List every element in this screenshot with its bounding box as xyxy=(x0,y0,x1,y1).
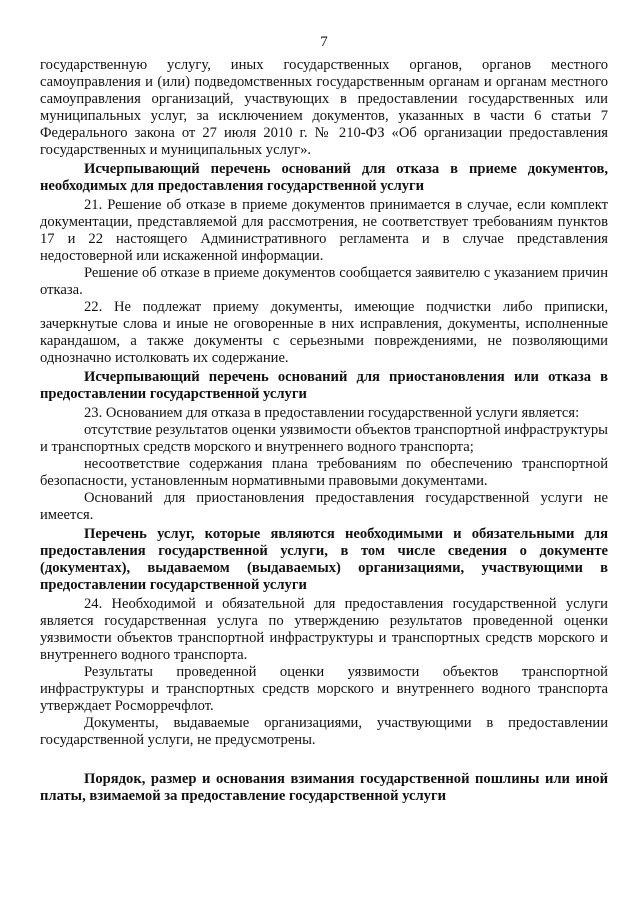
page-number: 7 xyxy=(320,34,328,50)
heading-refusal-grounds: Исчерпывающий перечень оснований для отказа в приеме документов, необходимых для предоставления государственной услуги xyxy=(40,161,608,194)
paragraph-22: 22. Не подлежат приему документы, имеющие подчистки либо приписки, зачеркнутые слова и иные не оговоренные в них исправления, документы, исполненные карандашом, а также документы с серьезными повреждениями, не позволяющими однозначно истолковать их содержание. xyxy=(40,299,608,366)
paragraph-refusal-notice: Решение об отказе в приеме документов сообщается заявителю с указанием причин отказа. xyxy=(40,265,608,298)
section-gap xyxy=(40,749,608,769)
paragraph-21: 21. Решение об отказе в приеме документов принимается в случае, если комплект документации, представляемой для рассмотрения, не соответствует требованиям пунктов 17 и 22 настоящего Административного регламента и в случае представления недостоверной или искаженной информации. xyxy=(40,197,608,264)
paragraph-plan-mismatch: несоответствие содержания плана требованиям по обеспечению транспортной безопасности, установленным нормативными правовыми документами. xyxy=(40,456,608,489)
paragraph-results-approval: Результаты проведенной оценки уязвимости объектов транспортной инфраструктуры и транспортных средств морского и внутреннего водного транспорта утверждает Росморречфлот. xyxy=(40,664,608,714)
paragraph-documents-not-provided: Документы, выдаваемые организациями, участвующими в предоставлении государственной услуги, не предусмотрены. xyxy=(40,715,608,748)
heading-required-services: Перечень услуг, которые являются необходимыми и обязательными для предоставления государственной услуги, в том числе сведения о документе (документах), выдаваемом (выдаваемых) организациями, участвующими в предоставлении государственной услуги xyxy=(40,526,608,593)
heading-suspension-grounds: Исчерпывающий перечень оснований для приостановления или отказа в предоставлении государственной услуги xyxy=(40,369,608,402)
paragraph-continuation: государственную услугу, иных государственных органов, органов местного самоуправления и (или) подведомственных государственным органам и органам местного самоуправления организаций, участвующих в предоставлении государственных или муниципальных услуг, за исключением документов, указанных в части 6 статьи 7 Федерального закона от 27 июля 2010 г. № 210-ФЗ «Об организации предоставления государственных и муниципальных услуг». xyxy=(40,57,608,158)
paragraph-23: 23. Основанием для отказа в предоставлении государственной услуги является: xyxy=(84,405,580,421)
heading-fee-procedure: Порядок, размер и основания взимания государственной пошлины или иной платы, взимаемой за предоставление государственной услуги xyxy=(40,771,608,804)
paragraph-no-suspension: Оснований для приостановления предоставления государственной услуги не имеется. xyxy=(40,490,608,523)
paragraph-absence-assessment: отсутствие результатов оценки уязвимости объектов транспортной инфраструктуры и транспортных средств морского и внутреннего водного транспорта; xyxy=(40,422,608,455)
document-page xyxy=(40,34,608,807)
paragraph-24: 24. Необходимой и обязательной для предоставления государственной услуги является государственная услуга по утверждению результатов проведенной оценки уязвимости объектов транспортной инфраструктуры и транспортных средств морского и внутреннего водного транспорта. xyxy=(40,596,608,663)
